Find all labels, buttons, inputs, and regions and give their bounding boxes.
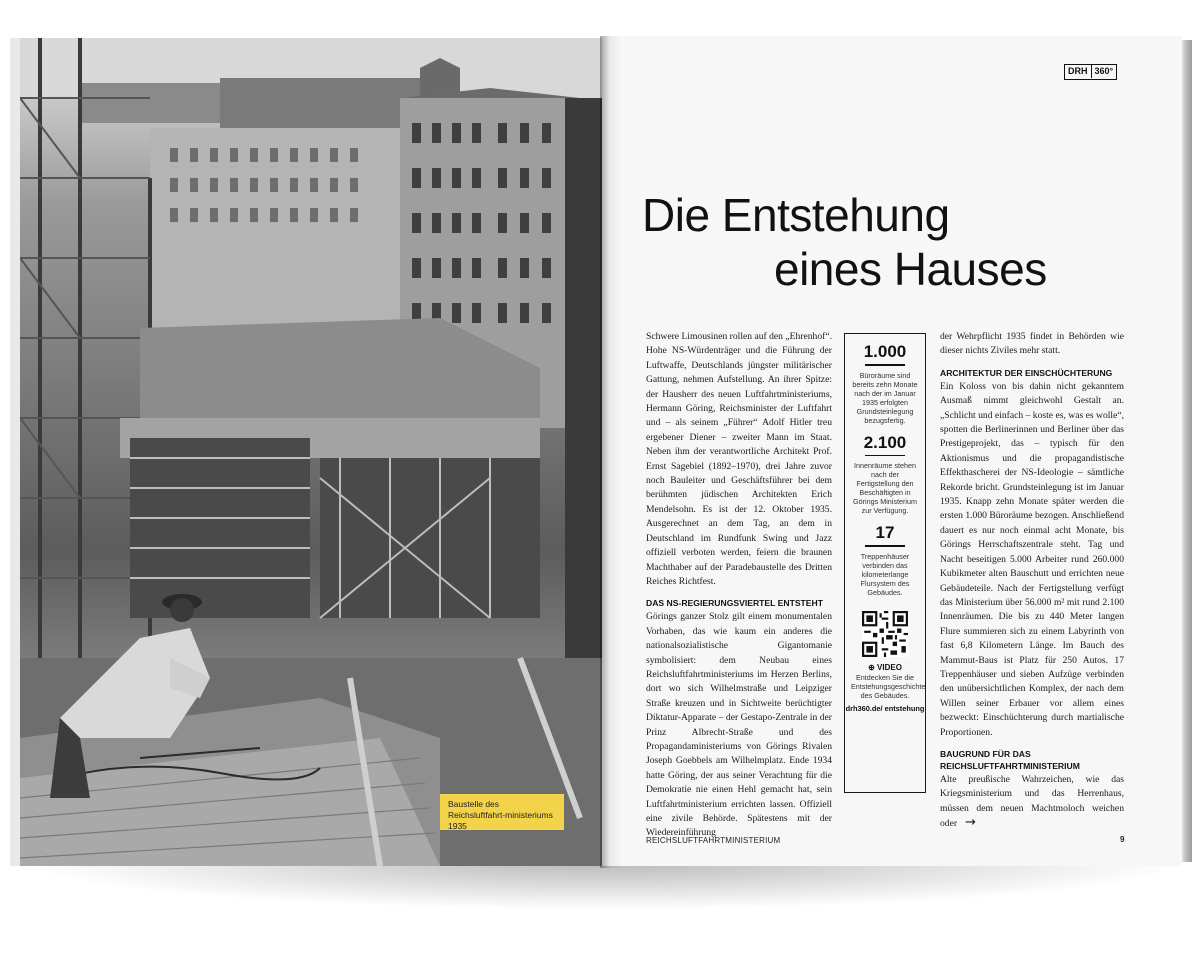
page-edge [1182,40,1192,862]
video-label[interactable] [845,663,925,673]
section-3-text [940,773,1124,832]
section-1-text: Görings ganzer Stolz gilt einem monumentalen Vorhaben, das wie kaum ein anderes die nationalsozialistische Gigantomanie symbolisiert: dem Neubau eines Reichsluftfahrtministeriums im Herzen Berlins, dort wo sich Wilhelmstraße und Leipziger Straße kreuzen und in Sichtweite berüchtigter Diktatur-Apparate – der Gestapo-Zentrale in der Prinz Albrecht-Straße und des Propagandaministeriums von Görings Rivalen Joseph Goebbels am Wilhelmplatz. Ende 1934 hatte Göring, der aus seiner Verachtung für die Demokratie nie einen Hehl gemacht hat, sein Luftfahrtministerium errichten lassen. Offiziell eine zivile Behörde. Spätestens mit der Wiedereinführung [646,611,832,839]
left-page [10,38,602,866]
fact-item [845,515,925,597]
qr-code-icon[interactable] [862,611,908,657]
title-line-2: eines Hauses [774,243,1047,295]
fact-rule [865,545,905,547]
fact-item [845,425,925,516]
section-3-body: Alte preußische Wahrzeichen, wie das Kriegsministerium und das Herrenhaus, müssen dem neuen Machtmoloch weichen oder [940,773,1124,830]
right-page [602,36,1182,866]
fact-text: Innenräume stehen nach der Fertigstellung den Beschäftigten in Görings Ministerium zur Verfügung. [853,461,917,515]
video-text: Entdecken Sie die Entstehungsgeschichte des Gebäudes. [851,672,926,700]
video-url-link[interactable]: drh360.de/ entstehung [845,703,925,713]
photo-drawing [20,38,602,866]
running-footer: REICHSLUFTFAHRTMINISTERIUM [646,836,781,845]
section-2-text: Ein Koloss von bis dahin nicht gekanntem Ausmaß nimmt gleichwohl Gestalt an. „Schlicht und einfach – koste es, was es wolle“, spotten die Berlinerinnen und Berliner über das Prestigeprojekt, das – typisch für den Aktionismus und die propagandistische Effekthascherei der NS-Ideologie – sämtliche Rekorde bricht. Grundsteinlegung ist im Januar 1935. Knapp zehn Monate später werden die ersten 1.000 Büroräume bezogen. Anschließend dauert es nur noch einmal acht Monate, bis Görings Herrschaftszentrale steht. Tag und Nacht beseitigen 5.000 Arbeiter rund 260.000 Kubikmeter alten Bauschutt und errichten neue Gebäudeteile. Nach der Fertigstellung verfügt das Ministerium über 56.000 m² mit rund 2.100 Innenräumen. Die bis zu 440 Meter langen Flure summieren sich zu einem Labyrinth von fast 6,8 Kilometern Länge. Im Bauch des Mammut-Baus ist Platz für 250 Autos. 17 Treppenhäuser und sieben Aufzüge verbinden den unübersichtlichen Komplex, der nach dem Willen seiner Erbauer vor allem eines bezweckt: Einschüchterung durch martialische Proportionen. [940,380,1124,738]
text-column-3 [940,330,1124,832]
fact-text: Treppenhäuser verbinden das kilometerlange Flursystem des Gebäudes. [860,551,910,597]
column-3-lead: der Wehrpflicht 1935 findet in Behörden wie dieser nichts Ziviles mehr statt. [940,331,1124,357]
section-heading-2: ARCHITEKTUR DER EINSCHÜCHTERUNG [940,367,1113,378]
fact-box [844,333,926,793]
page-number: 9 [1120,835,1125,844]
fact-number: 1.000 [863,342,907,361]
fact-rule [865,364,905,366]
construction-photo [20,38,602,866]
section-heading-1: DAS NS-REGIERUNGSVIERTEL ENTSTEHT [646,598,823,609]
arrow-right-icon: → [965,815,976,831]
gutter-shadow [600,36,622,868]
video-label-text: VIDEO [877,662,902,672]
fact-number: 2.100 [863,432,907,452]
fact-number: 17 [875,523,895,542]
fact-rule [865,455,905,457]
photo-caption: Baustelle des Reichsluftfahrt-ministeriums 1935 [440,794,564,830]
section-heading-3: BAUGRUND FÜR DAS REICHSLUFTFAHRTMINISTERIUM [940,748,1080,771]
intro-paragraph: Schwere Limousinen rollen auf den „Ehrenhof“. Hohe NS-Würdenträger und die Führung der Luftwaffe, Deutschlands jüngster militärischer Gattung, nehmen Aufstellung. An ihrer Spitze: der Hausherr des neuen Luftfahrtministeriums, Hermann Göring, Reichsminister der Luftfahrt und – als seinem „Führer“ Adolf Hitler treu ergebener Diener – zweiter Mann im Staat. Neben ihm der verantwortliche Architekt Prof. Ernst Sagebiel (1892–1970), drei Jahre zuvor noch Bauleiter und Geschäftsführer bei dem berühmten jüdischen Architekten Erich Mendelsohn. Es ist der 12. Oktober 1935. Ausgerechnet an dem Tag, an dem in Deutschland im Rundfunk Swing und Jazz offiziell verboten werden, feiern die braunen Machthaber auf der Paradebaustelle des Dritten Reiches Richtfest. [646,331,832,587]
fact-item [845,334,925,425]
title-line-1: Die Entstehung [642,189,950,241]
plus-circle-icon: ⊕ [868,662,875,672]
logo-left: DRH [1068,66,1088,76]
article-title [642,188,1102,296]
fact-text: Büroräume sind bereits zehn Monate nach der im Januar 1935 erfolgten Grundsteinlegung bezugsfertig. [852,370,918,425]
text-column-1 [646,330,832,841]
logo-right: 360° [1094,66,1114,76]
magazine-logo [1064,64,1117,80]
logo-divider [1091,65,1092,78]
